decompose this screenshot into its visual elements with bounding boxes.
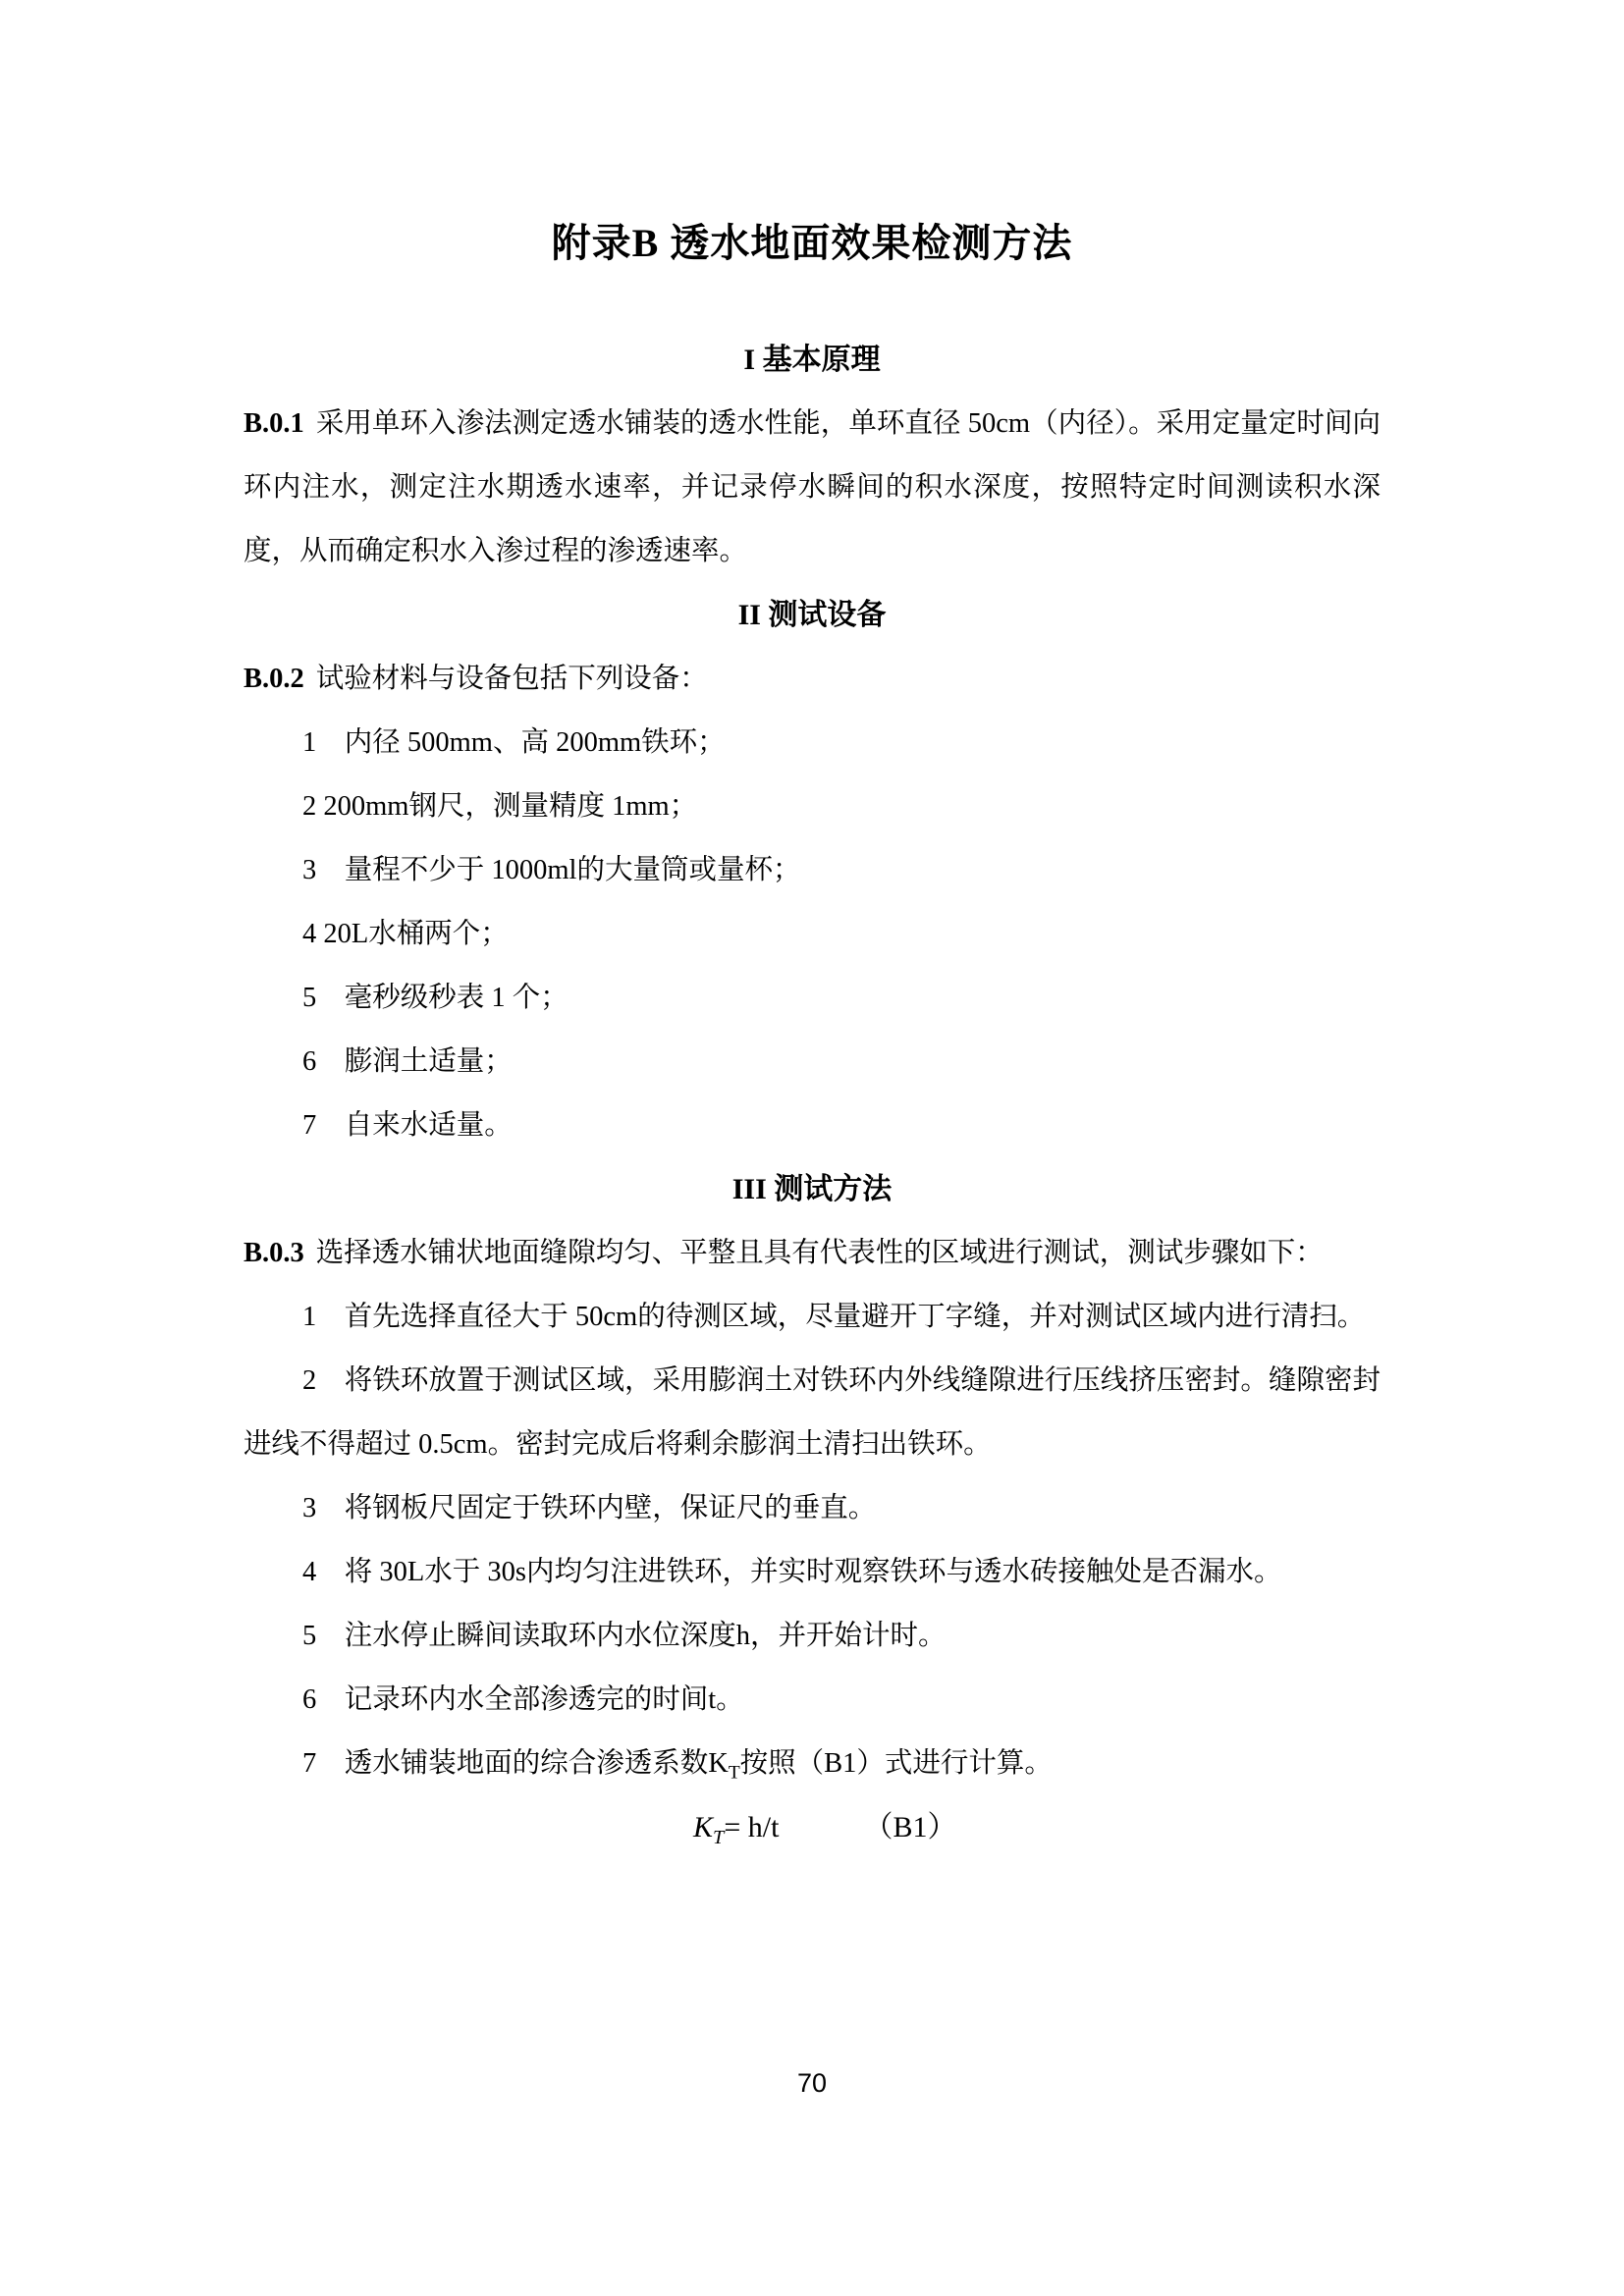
method-step-3: 3 将钢板尺固定于铁环内壁，保证尺的垂直。 [302,1493,877,1523]
appendix-title: 附录B 透水地面效果检测方法 [551,221,1073,265]
method-step-7-post: 按照（B1）式进行计算。 [739,1748,1053,1779]
clause-b03 [244,1221,1380,1285]
clause-b01-text: 采用单环入渗法测定透水铺装的透水性能，单环直径 50cm（内径）。采用定量定时间向环内注水，测定注水期透水速率，并记录停水瞬间的积水深度，按照特定时间测读积水深度，从而确定积水入渗过程的渗透速率。 [244,408,1380,566]
formula-b1 [244,1795,1380,1859]
equipment-item-4: 4 20L水桶两个； [302,919,509,949]
equipment-item-5: 5 毫秒级秒表 1 个； [302,983,568,1013]
method-step-5: 5 注水停止瞬间读取环内水位深度h，并开始计时。 [302,1621,947,1651]
section-heading-basic-principles: I 基本原理 [743,344,881,376]
formula-expression: = h/t [724,1811,780,1843]
clause-b01-label: B.0.1 [244,408,304,439]
clause-b02-text: 试验材料与设备包括下列设备： [315,664,708,694]
clause-b02-label: B.0.2 [244,664,304,694]
method-step-2: 2 将铁环放置于测试区域，采用膨润土对铁环内外线缝隙进行压线挤压密封。缝隙密封进线不得超过 0.5cm。密封完成后将剩余膨润土清扫出铁环。 [244,1365,1380,1460]
clause-b01 [244,392,1380,583]
page-content [244,0,1380,1859]
section-heading-test-equipment: II 测试设备 [737,599,887,631]
method-step-7-subscript: T [728,1762,740,1784]
method-step-4: 4 将 30L水于 30s内均匀注进铁环，并实时观察铁环与透水砖接触处是否漏水。 [302,1557,1282,1587]
equipment-item-1: 1 内径 500mm、高 200mm铁环； [302,727,726,758]
formula-variable-k: K [693,1811,714,1843]
formula-ref-label: （B1） [863,1811,957,1843]
method-step-6: 6 记录环内水全部渗透完的时间t。 [302,1684,744,1715]
method-step-7 [244,1732,1380,1795]
equipment-item-7: 7 自来水适量。 [302,1110,513,1141]
section-heading-test-method: III 测试方法 [731,1173,893,1205]
page-number: 70 [796,2068,828,2098]
formula-subscript-t: T [713,1827,725,1848]
method-step-1: 1 首先选择直径大于 50cm的待测区域，尽量避开丁字缝，并对测试区域内进行清扫。 [302,1302,1366,1332]
equipment-item-6: 6 膨润土适量； [302,1046,513,1077]
clause-b02 [244,647,1380,711]
clause-b03-text: 选择透水铺状地面缝隙均匀、平整且具有代表性的区域进行测试，测试步骤如下： [315,1238,1324,1268]
method-step-7-pre: 7 透水铺装地面的综合渗透系数K [302,1748,729,1779]
equipment-item-2: 2 200mm钢尺，测量精度 1mm； [302,791,698,822]
equipment-item-3: 3 量程不少于 1000ml的大量筒或量杯； [302,855,801,885]
clause-b03-label: B.0.3 [244,1238,304,1268]
